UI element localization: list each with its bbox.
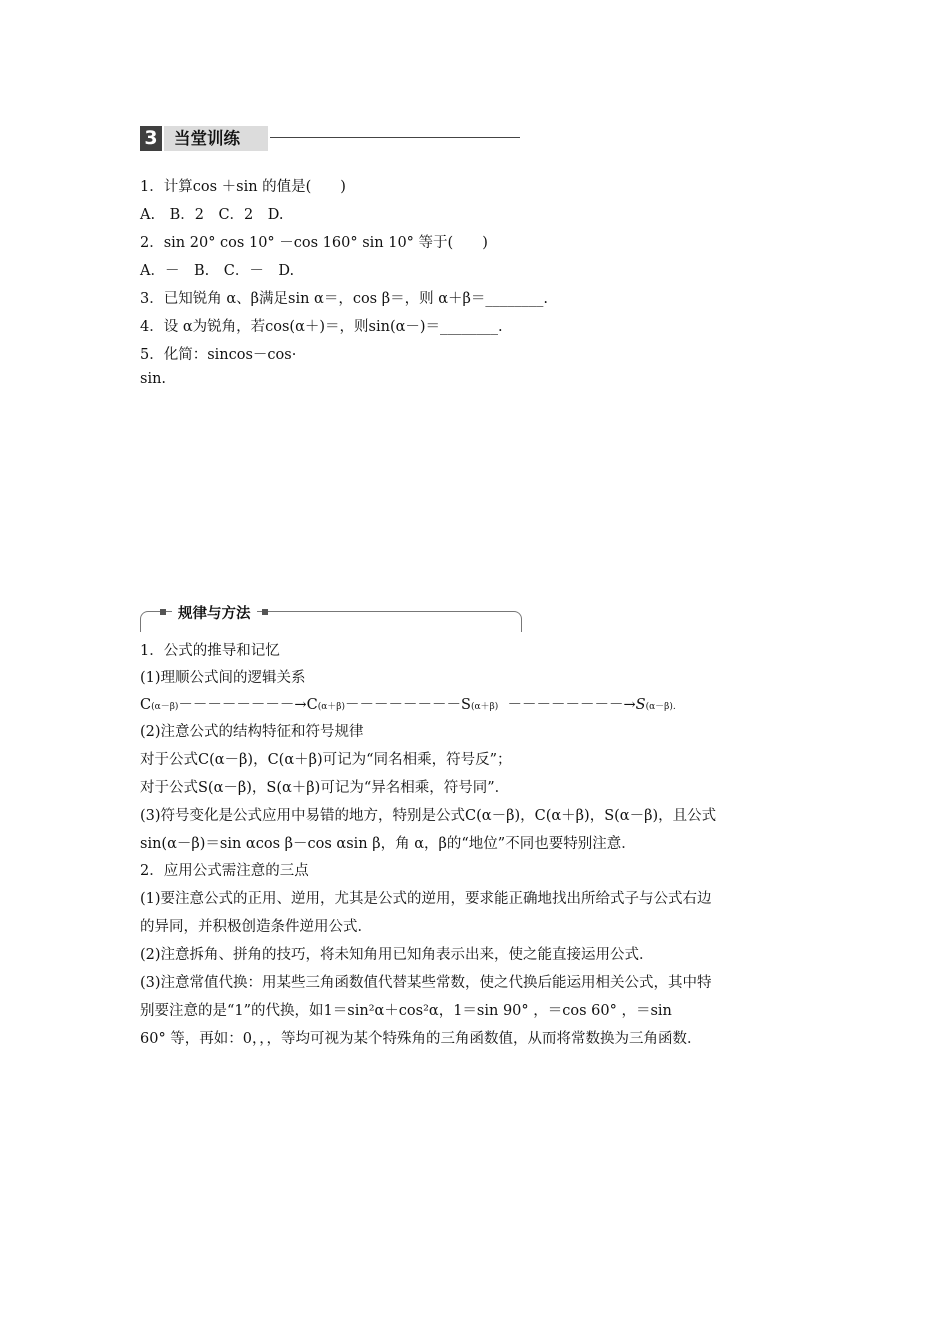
section-title: 当堂训练	[164, 126, 268, 151]
rule-cos: 对于公式C(α－β)，C(α＋β)可记为“同名相乘，符号反”；	[140, 752, 512, 768]
point-1-heading: 1．公式的推导和记忆	[140, 643, 280, 659]
chain-s-minus: S	[635, 697, 646, 713]
chain-s-minus-sub: (α－β).	[645, 702, 676, 712]
chain-arrow-1: －－－－－－－－→	[178, 697, 307, 713]
point-2-heading: 2．应用公式需注意的三点	[140, 863, 309, 879]
section-number: 3	[140, 126, 162, 151]
question-1: 1．计算cos ＋sin 的值是( )	[140, 179, 346, 195]
point-1-1: (1)理顺公式间的逻辑关系	[140, 670, 306, 686]
chain-arrow-3: －－－－－－－－→	[507, 697, 636, 713]
point-1-3-continued: sin(α－β)＝sin αcos β－cos αsin β，角 α，β的“地位”不同也要特别注意．	[140, 836, 636, 852]
square-bullet-left	[160, 609, 166, 615]
square-bullet-right	[262, 609, 268, 615]
question-3: 3．已知锐角 α、β满足sin α＝，cos β＝，则 α＋β＝________.	[140, 291, 549, 307]
point-2-1: (1)要注意公式的正用、逆用，尤其是公式的逆用，要求能正确地找出所给式子与公式右边	[140, 891, 712, 907]
rule-sin: 对于公式S(α－β)，S(α＋β)可记为“异名相乘，符号同”．	[140, 780, 510, 796]
point-2-3-continued: 别要注意的是“1”的代换，如1＝sin²α＋cos²α，1＝sin 90° ，＝cos 60° ，＝sin	[140, 1003, 672, 1019]
question-5-continued: sin.	[140, 371, 167, 387]
point-2-2: (2)注意拆角、拼角的技巧，将未知角用已知角表示出来，使之能直接运用公式．	[140, 947, 654, 963]
point-2-3-end: 60° 等，再如：0，，，等均可视为某个特殊角的三角函数值，从而将常数换为三角函数．	[140, 1031, 702, 1047]
question-2: 2．sin 20° cos 10° －cos 160° sin 10° 等于( )	[140, 235, 488, 251]
point-2-3: (3)注意常值代换：用某些三角函数值代替某些常数，使之代换后能运用相关公式，其中特	[140, 975, 712, 991]
chain-arrow-2: －－－－－－－－S	[345, 697, 471, 713]
point-2-1-continued: 的异同，并积极创造条件逆用公式．	[140, 919, 372, 935]
question-4: 4．设 α为锐角，若cos(α＋)＝，则sin(α－)＝________.	[140, 319, 503, 335]
point-1-2: (2)注意公式的结构特征和符号规律	[140, 724, 364, 740]
formula-chain	[140, 693, 676, 714]
question-5: 5．化简：sincos－cos·	[140, 347, 297, 363]
chain-c-plus-sub: (α＋β)	[317, 702, 345, 712]
chain-s-plus-sub: (α＋β)	[470, 702, 499, 712]
chain-c-plus: C	[306, 697, 318, 713]
header-rule	[270, 137, 520, 138]
question-1-options: A. B．2 C．2 D.	[140, 207, 284, 223]
chain-c-minus: C	[140, 697, 152, 713]
chain-c-minus-sub: (α－β)	[151, 702, 179, 712]
section-header-practice	[140, 126, 520, 152]
methods-title: 规律与方法	[172, 602, 257, 623]
point-1-3: (3)符号变化是公式应用中易错的地方，特别是公式C(α－β)，C(α＋β)，S(α－β)，且公式	[140, 808, 717, 824]
question-2-options: A．－ B. C．－ D.	[140, 263, 295, 279]
